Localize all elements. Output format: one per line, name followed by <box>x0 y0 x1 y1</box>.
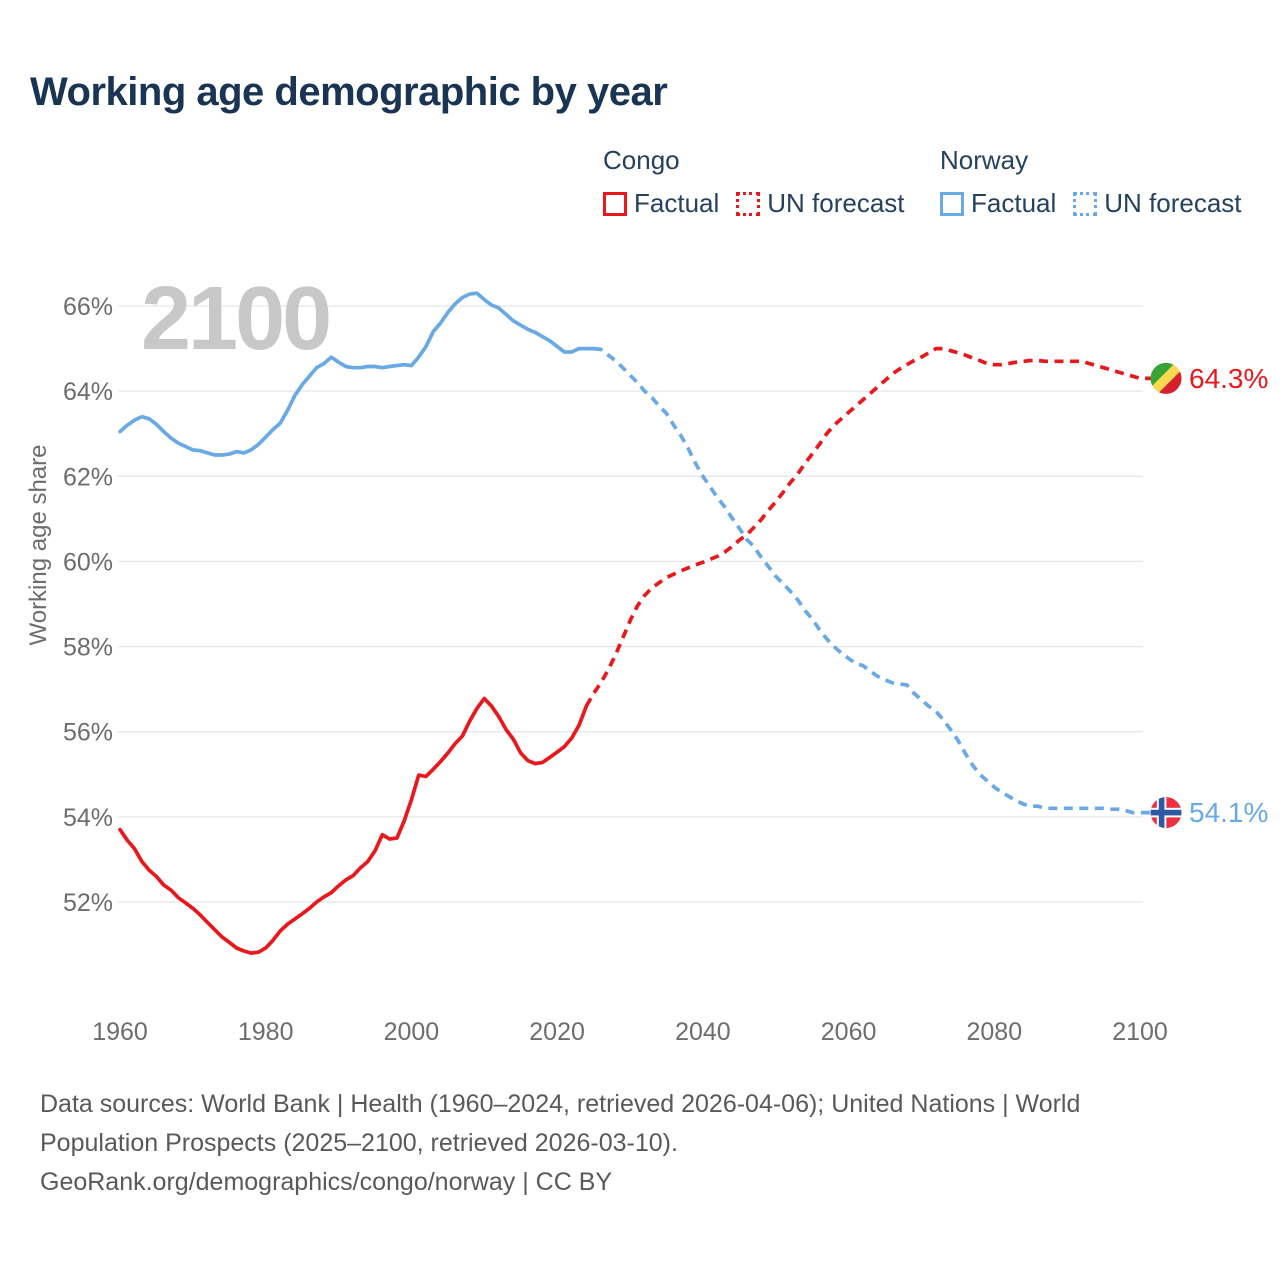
x-tick-label: 2020 <box>529 1018 585 1046</box>
x-tick-label: 2040 <box>675 1018 731 1046</box>
norway-flag-icon <box>1150 797 1186 833</box>
page-title: Working age demographic by year <box>30 70 668 114</box>
x-tick-label: 2000 <box>383 1018 440 1046</box>
legend-country-norway: Norway <box>940 145 1029 175</box>
congo-factual-line <box>120 699 586 954</box>
legend-label: UN forecast <box>1104 188 1242 218</box>
y-tick-label: 58% <box>62 633 113 662</box>
legend-label: Factual <box>634 188 720 218</box>
footer-sources-line-2: Population Prospects (2025–2100, retrieved 2026-03-10). <box>40 1129 678 1157</box>
norway-end-value-label: 54.1% <box>1189 797 1269 829</box>
legend-label: UN forecast <box>767 188 905 218</box>
footer-sources-line-1: Data sources: World Bank | Health (1960–2024, retrieved 2026-04-06); United Nations | World <box>40 1090 1081 1118</box>
x-tick-label: 2080 <box>966 1018 1023 1046</box>
congo-end-value-label: 64.3% <box>1189 362 1269 394</box>
x-tick-label: 2100 <box>1112 1018 1168 1046</box>
norway-forecast-line <box>594 349 1151 813</box>
footer <box>40 1085 1220 1202</box>
watermark-year: 2100 <box>141 269 330 369</box>
y-tick-label: 56% <box>62 718 113 747</box>
y-axis-title: Working age share <box>25 444 52 646</box>
y-tick-label: 64% <box>62 378 113 407</box>
x-tick-label: 1980 <box>237 1018 294 1046</box>
y-tick-label: 52% <box>62 889 113 917</box>
y-tick-label: 62% <box>62 463 113 492</box>
y-tick-label: 60% <box>62 548 113 577</box>
footer-attribution-line: GeoRank.org/demographics/congo/norway | CC BY <box>40 1168 613 1196</box>
congo-forecast-line <box>586 349 1151 707</box>
legend-label: Factual <box>971 188 1057 218</box>
y-tick-label: 54% <box>62 803 113 832</box>
x-tick-label: 2060 <box>820 1018 877 1046</box>
x-tick-label: 1960 <box>92 1018 148 1046</box>
legend-country-congo: Congo <box>603 145 680 175</box>
y-tick-label: 66% <box>62 293 113 321</box>
